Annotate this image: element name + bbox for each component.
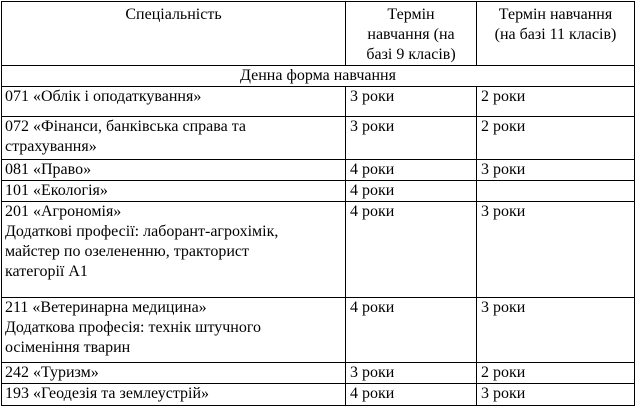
term-9-cell: 3 роки: [346, 363, 477, 384]
header-term-9: Термін навчання (на базі 9 класів): [346, 2, 477, 66]
header-specialty: Спеціальність: [2, 2, 346, 66]
term-9-cell: 4 роки: [346, 298, 477, 363]
term-11-cell: 3 роки: [477, 298, 635, 363]
table-row: [2, 181, 635, 202]
header-term-11: Термін навчання (на базі 11 класів): [477, 2, 635, 66]
term-11-cell: 3 роки: [477, 202, 635, 298]
table-row: [2, 384, 635, 406]
term-11-cell: 2 роки: [477, 117, 635, 160]
term-9-cell: 3 роки: [346, 117, 477, 160]
table-row: [2, 202, 635, 298]
term-11-cell: 2 роки: [477, 363, 635, 384]
table-row: [2, 298, 635, 363]
header-row: [2, 2, 635, 66]
section-row: [2, 66, 635, 87]
specialty-cell: 193 «Геодезія та землеустрій»: [2, 384, 346, 406]
specialty-cell: 081 «Право»: [2, 160, 346, 181]
specialty-cell: 072 «Фінанси, банківська справа та страхування»: [2, 117, 346, 160]
specialty-cell: 071 «Облік і оподаткування»: [2, 87, 346, 117]
table-row: [2, 117, 635, 160]
specialty-cell: 201 «Агрономія» Додаткові професії: лаборант-агрохімік, майстер по озелененню, тракторист категорії А1: [2, 202, 346, 298]
specialty-cell: 242 «Туризм»: [2, 363, 346, 384]
specialty-cell: 101 «Екологія»: [2, 181, 346, 202]
term-11-cell: 3 роки: [477, 160, 635, 181]
term-11-cell: [477, 181, 635, 202]
term-11-cell: 3 роки: [477, 384, 635, 406]
specialties-table: [1, 1, 635, 406]
term-11-cell: 2 роки: [477, 87, 635, 117]
term-9-cell: 4 роки: [346, 160, 477, 181]
table-row: [2, 363, 635, 384]
term-9-cell: 3 роки: [346, 87, 477, 117]
table-row: [2, 87, 635, 117]
table-row: [2, 160, 635, 181]
specialty-cell: 211 «Ветеринарна медицина» Додаткова професія: технік штучного осіменіння тварин: [2, 298, 346, 363]
term-9-cell: 4 роки: [346, 384, 477, 406]
term-9-cell: 4 роки: [346, 181, 477, 202]
section-title: Денна форма навчання: [2, 66, 635, 87]
term-9-cell: 4 роки: [346, 202, 477, 298]
